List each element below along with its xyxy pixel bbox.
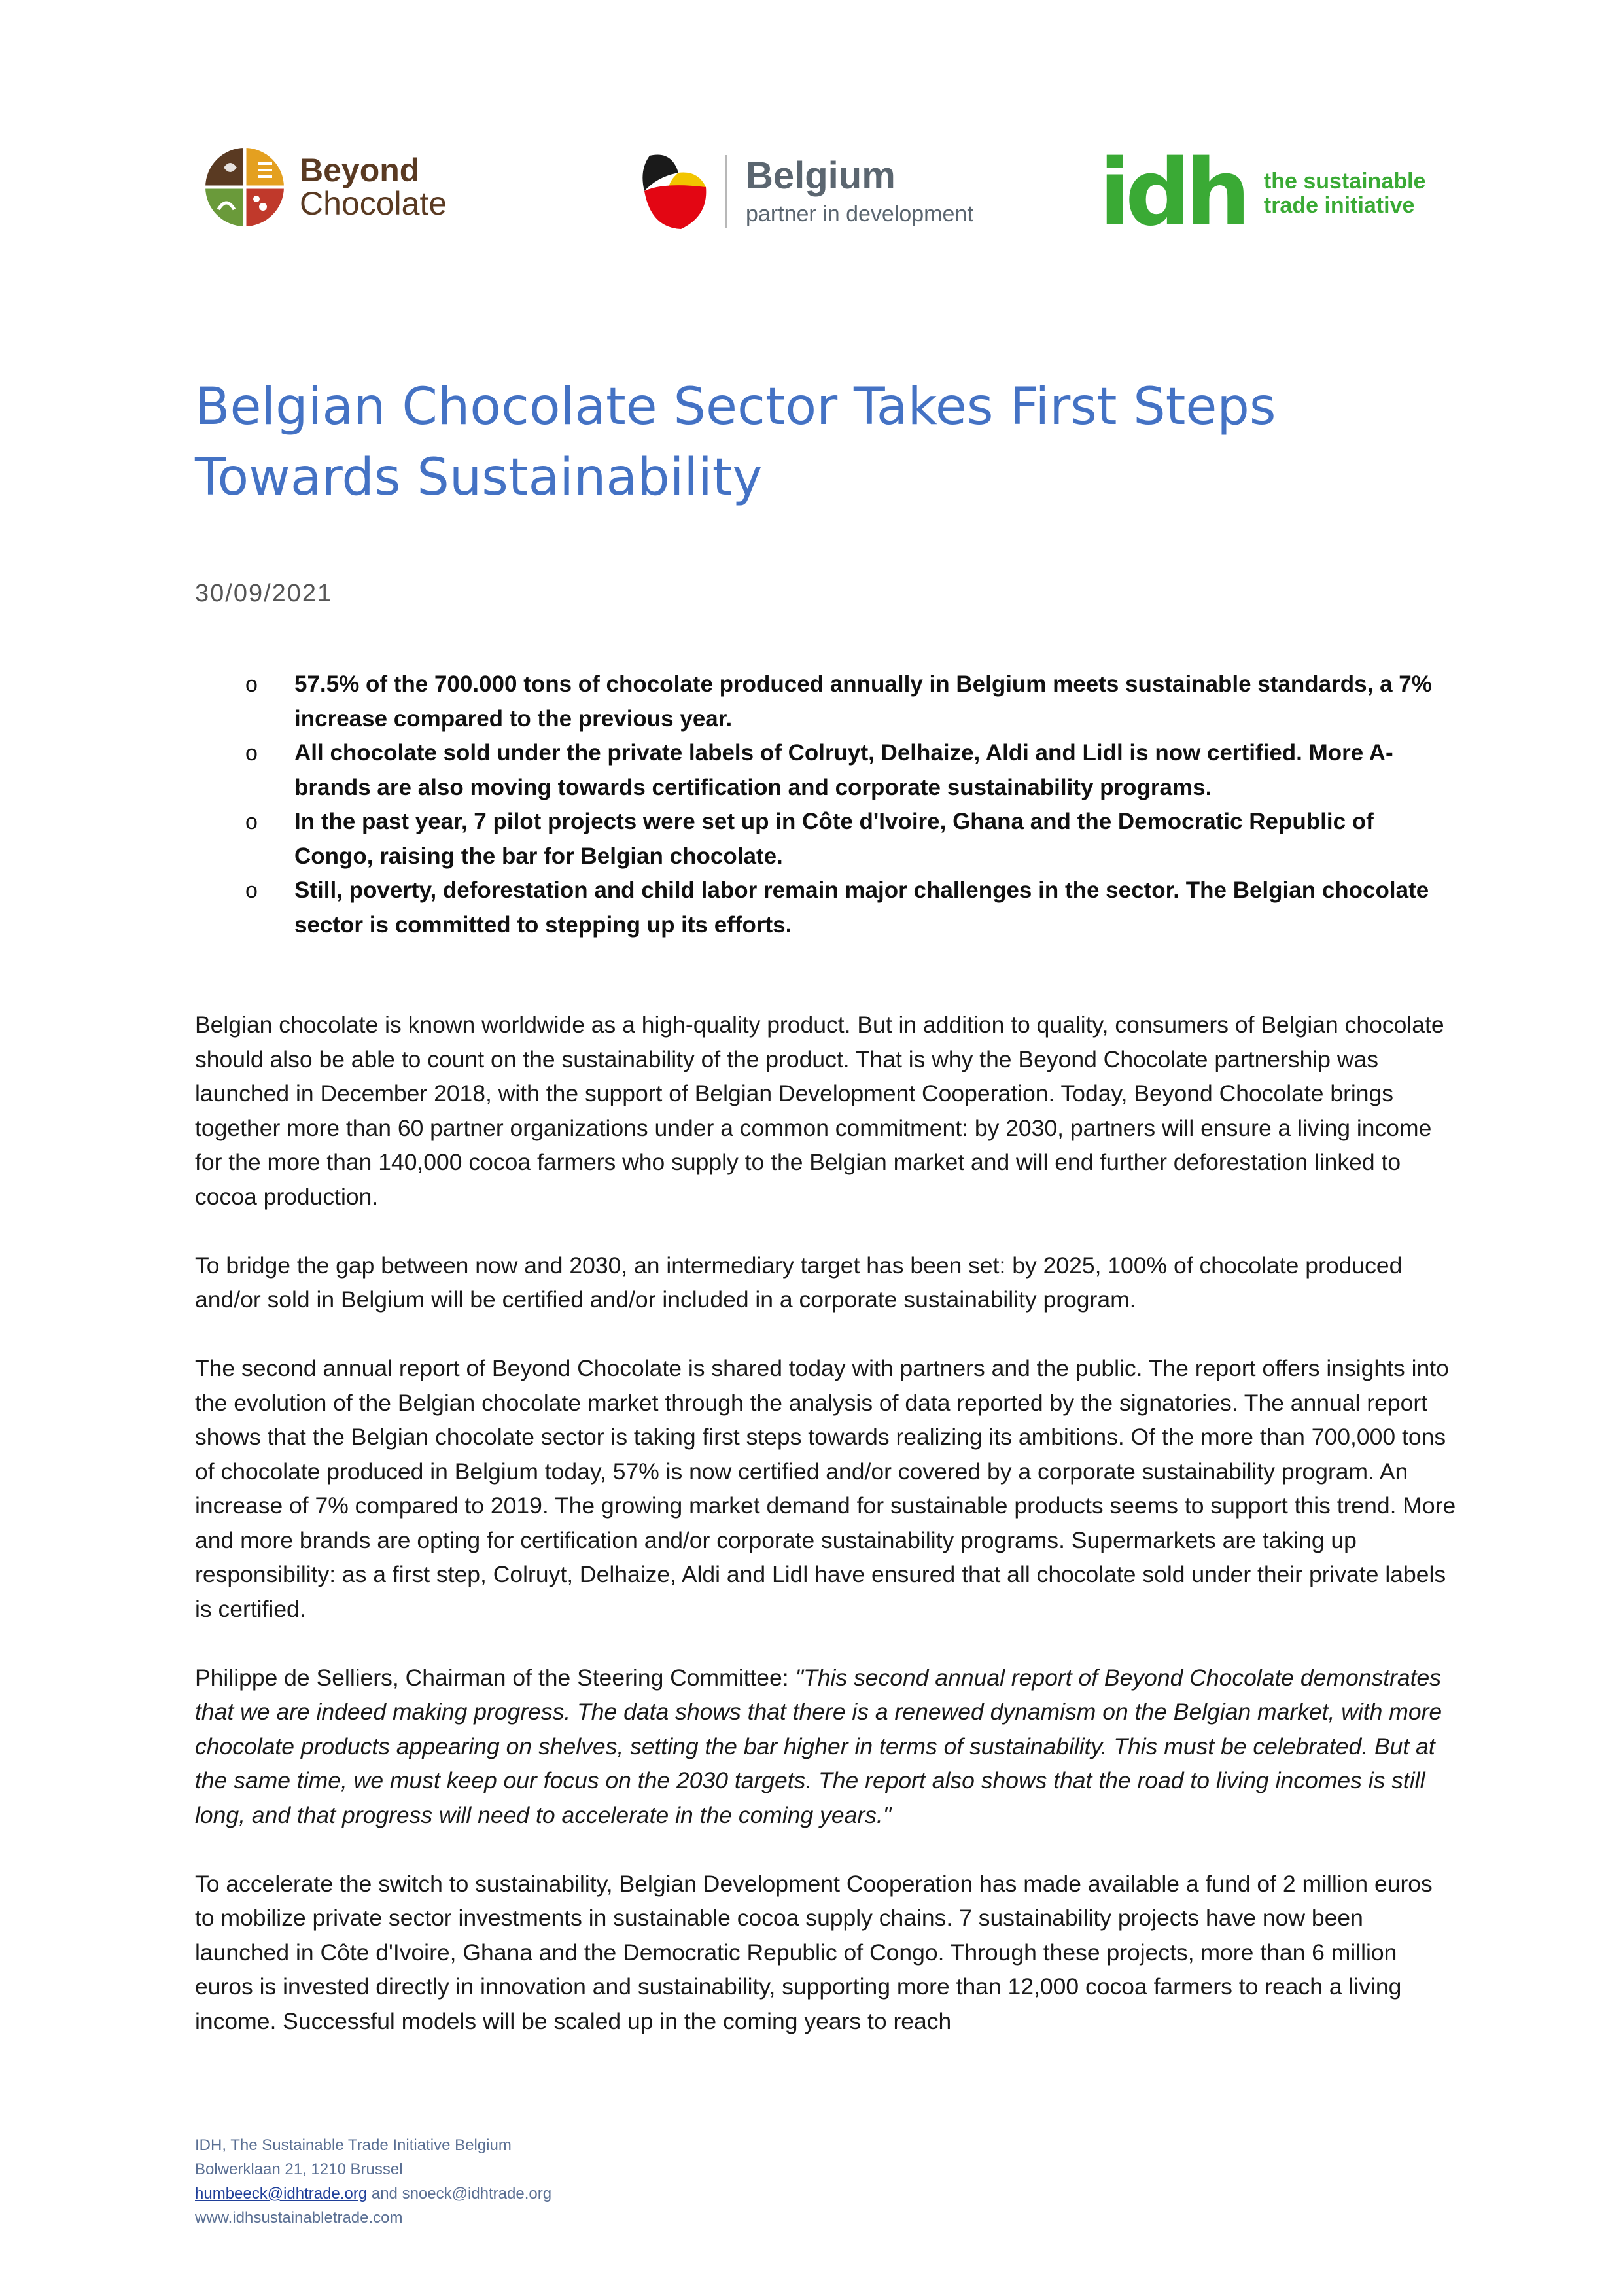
beyond-chocolate-logo-line1: Beyond [300, 152, 420, 188]
paragraph-quote [195, 1661, 1457, 1833]
idh-logo-line2: trade initiative [1263, 193, 1415, 218]
page-title-line2: Towards Sustainability [195, 448, 763, 507]
footer-contacts [195, 2181, 551, 2206]
email-link-humbeeck[interactable]: humbeeck@idhtrade.org [195, 2185, 368, 2202]
footer [195, 2133, 551, 2230]
article-body [195, 1008, 1457, 2073]
footer-and: and [367, 2185, 402, 2202]
key-point [245, 805, 1442, 874]
paragraph: To accelerate the switch to sustainability, Belgian Development Cooperation has made available a fund of 2 million euros to mobilize private sector investments in sustainable cocoa supply chains. 7 sustainability projects have now been launched in Côte d'Ivoire, Ghana and the Democratic Republic of Congo. Through these projects, more than 6 million euros is invested directly in innovation and sustainability, supporting more than 12,000 cocoa farmers to reach a living income. Successful models will be scaled up in the coming years to reach [195, 1870, 1433, 2034]
publication-date: 30/09/2021 [195, 580, 333, 607]
beyond-chocolate-logo [204, 147, 447, 228]
beyond-chocolate-logo-line2: Chocolate [300, 185, 447, 222]
belgium-logo-line1: Belgium [746, 154, 896, 198]
key-point-text: 57.5% of the 700.000 tons of chocolate produced annually in Belgium meets sustainable standards, a 7% increase compared to the previous year. [294, 671, 1432, 732]
footer-address: Bolwerklaan 21, 1210 Brussel [195, 2161, 403, 2178]
bullet-marker: o [245, 809, 258, 834]
bullet-marker: o [245, 741, 258, 766]
quote-text: "This second annual report of Beyond Chocolate demonstrates that we are indeed making progress. The data shows that there is a renewed dynamism on the Belgian market, with more chocolate products appearing on shelves, setting the bar higher in terms of sustainability. This must be celebrated. But at the same time, we must keep our focus on the 2030 targets. The report also shows that the road to living incomes is still long, and that progress will need to accelerate in the coming years." [195, 1664, 1442, 1828]
idh-logo-line1: the sustainable [1263, 168, 1426, 194]
email-snoeck[interactable]: snoeck@idhtrade.org [402, 2185, 552, 2202]
footer-website[interactable]: www.idhsustainabletrade.com [195, 2209, 403, 2227]
key-points-list [245, 667, 1442, 942]
quote-attribution: Philippe de Selliers, Chairman of the Steering Committee: [195, 1664, 795, 1691]
key-point [245, 874, 1442, 942]
beyond-chocolate-emblem-icon [204, 147, 285, 228]
belgium-logo-divider [725, 155, 727, 228]
logo-row [0, 137, 1623, 247]
bullet-marker: o [245, 672, 258, 697]
idh-logo [1099, 140, 1426, 247]
key-point-text: All chocolate sold under the private labels of Colruyt, Delhaize, Aldi and Lidl is now certified. More A-brands are also moving towards certification and corporate sustainability programs. [294, 740, 1393, 800]
paragraph: To bridge the gap between now and 2030, an intermediary target has been set: by 2025, 100% of chocolate produced and/or sold in Belgium will be certified and/or included in a corporate sustainability program. [195, 1252, 1403, 1313]
belgium-emblem-icon [638, 150, 710, 233]
paragraph: Belgian chocolate is known worldwide as a high-quality product. But in addition to quality, consumers of Belgian chocolate should also be able to count on the sustainability of the product. That is why the Beyond Chocolate partnership was launched in December 2018, with the support of Belgian Development Cooperation. Today, Beyond Chocolate brings together more than 60 partner organizations under a common commitment: by 2030, partners will ensure a living income for the more than 140,000 cocoa farmers who supply to the Belgian market and will end further deforestation linked to cocoa production. [195, 1012, 1444, 1210]
key-point [245, 736, 1442, 805]
page-title-line1: Belgian Chocolate Sector Takes First Steps [195, 378, 1276, 436]
key-point-text: In the past year, 7 pilot projects were set up in Côte d'Ivoire, Ghana and the Democratic Republic of Congo, raising the bar for Belgian chocolate. [294, 809, 1374, 869]
belgium-logo-line2: partner in development [746, 201, 973, 226]
key-point-text: Still, poverty, deforestation and child labor remain major challenges in the sector. The Belgian chocolate sector is committed to stepping up its efforts. [294, 877, 1429, 938]
paragraph: The second annual report of Beyond Chocolate is shared today with partners and the public. The report offers insights into the evolution of the Belgian chocolate market through the analysis of data reported by the signatories. The annual report shows that the Belgian chocolate sector is taking first steps towards realizing its ambitions. Of the more than 700,000 tons of chocolate produced in Belgium today, 57% is now certified and/or covered by a corporate sustainability program. An increase of 7% compared to 2019. The growing market demand for sustainable products seems to support this trend. More and more brands are opting for certification and/or corporate sustainability programs. Supermarkets are taking up responsibility: as a first step, Colruyt, Delhaize, Aldi and Lidl have ensured that all chocolate sold under their private labels is certified. [195, 1355, 1456, 1622]
footer-org: IDH, The Sustainable Trade Initiative Belgium [195, 2136, 512, 2154]
key-point [245, 667, 1442, 736]
belgium-logo [638, 150, 973, 233]
idh-logo-mark: idh [1099, 140, 1246, 247]
page-title [195, 372, 1438, 513]
bullet-marker: o [245, 878, 258, 903]
